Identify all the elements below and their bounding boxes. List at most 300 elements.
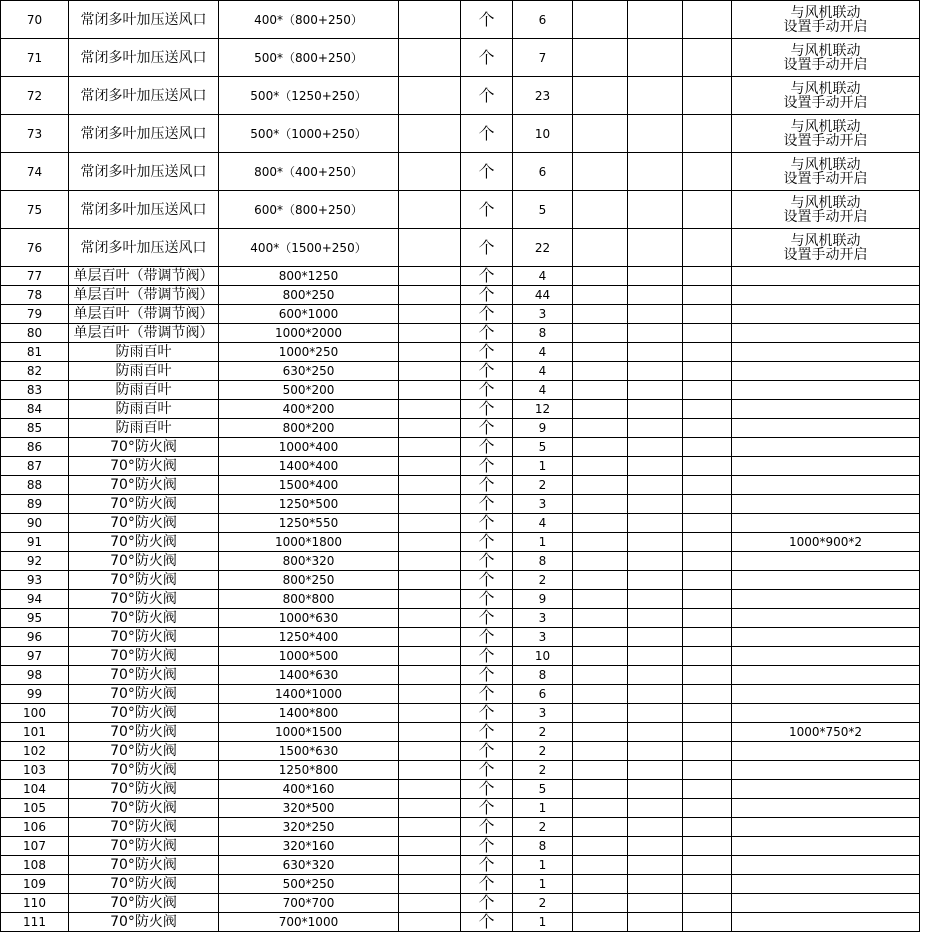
cell-blank[interactable] [683,818,732,837]
cell-remark[interactable] [732,552,920,571]
cell-spec[interactable]: 1000*2000 [219,324,399,343]
cell-serial-no[interactable]: 105 [1,799,69,818]
cell-remark[interactable] [732,666,920,685]
cell-blank[interactable] [399,723,461,742]
cell-serial-no[interactable]: 80 [1,324,69,343]
cell-unit[interactable]: 个 [461,286,513,305]
cell-spec[interactable]: 500*（1250+250） [219,77,399,115]
cell-blank[interactable] [683,419,732,438]
cell-item-name[interactable]: 70°防火阀 [69,723,219,742]
cell-item-name[interactable]: 防雨百叶 [69,381,219,400]
cell-quantity[interactable]: 10 [513,115,573,153]
cell-blank[interactable] [573,438,628,457]
cell-unit[interactable]: 个 [461,913,513,932]
cell-blank[interactable] [628,723,683,742]
cell-unit[interactable]: 个 [461,438,513,457]
cell-quantity[interactable]: 44 [513,286,573,305]
cell-quantity[interactable]: 3 [513,704,573,723]
cell-blank[interactable] [683,875,732,894]
cell-blank[interactable] [683,837,732,856]
cell-remark[interactable] [732,286,920,305]
cell-quantity[interactable]: 10 [513,647,573,666]
cell-blank[interactable] [399,362,461,381]
cell-spec[interactable]: 500*（1000+250） [219,115,399,153]
cell-blank[interactable] [573,476,628,495]
cell-item-name[interactable]: 70°防火阀 [69,875,219,894]
cell-serial-no[interactable]: 109 [1,875,69,894]
cell-blank[interactable] [683,647,732,666]
cell-unit[interactable]: 个 [461,305,513,324]
cell-blank[interactable] [573,381,628,400]
cell-item-name[interactable]: 70°防火阀 [69,666,219,685]
cell-blank[interactable] [683,628,732,647]
cell-blank[interactable] [683,286,732,305]
cell-serial-no[interactable]: 89 [1,495,69,514]
cell-unit[interactable]: 个 [461,590,513,609]
cell-quantity[interactable]: 3 [513,495,573,514]
cell-blank[interactable] [628,77,683,115]
cell-blank[interactable] [399,324,461,343]
cell-unit[interactable]: 个 [461,628,513,647]
cell-remark[interactable] [732,438,920,457]
cell-unit[interactable]: 个 [461,723,513,742]
cell-blank[interactable] [628,761,683,780]
cell-blank[interactable] [683,191,732,229]
cell-serial-no[interactable]: 77 [1,267,69,286]
cell-quantity[interactable]: 12 [513,400,573,419]
cell-blank[interactable] [399,229,461,267]
cell-unit[interactable]: 个 [461,742,513,761]
cell-blank[interactable] [628,837,683,856]
cell-blank[interactable] [399,666,461,685]
cell-item-name[interactable]: 常闭多叶加压送风口 [69,191,219,229]
cell-serial-no[interactable]: 96 [1,628,69,647]
cell-blank[interactable] [683,267,732,286]
cell-serial-no[interactable]: 76 [1,229,69,267]
cell-item-name[interactable]: 防雨百叶 [69,400,219,419]
cell-spec[interactable]: 1000*1500 [219,723,399,742]
cell-spec[interactable]: 1000*250 [219,343,399,362]
cell-item-name[interactable]: 常闭多叶加压送风口 [69,1,219,39]
cell-blank[interactable] [573,39,628,77]
cell-blank[interactable] [573,856,628,875]
cell-blank[interactable] [628,818,683,837]
cell-blank[interactable] [573,666,628,685]
cell-remark[interactable] [732,343,920,362]
cell-unit[interactable]: 个 [461,514,513,533]
cell-blank[interactable] [399,837,461,856]
cell-unit[interactable]: 个 [461,856,513,875]
cell-blank[interactable] [573,761,628,780]
cell-blank[interactable] [628,780,683,799]
cell-blank[interactable] [628,400,683,419]
cell-blank[interactable] [573,647,628,666]
cell-item-name[interactable]: 70°防火阀 [69,590,219,609]
cell-unit[interactable]: 个 [461,704,513,723]
cell-remark[interactable] [732,324,920,343]
cell-quantity[interactable]: 9 [513,590,573,609]
cell-blank[interactable] [399,780,461,799]
cell-spec[interactable]: 800*1250 [219,267,399,286]
cell-blank[interactable] [683,533,732,552]
cell-blank[interactable] [399,514,461,533]
cell-blank[interactable] [573,552,628,571]
cell-blank[interactable] [573,457,628,476]
cell-remark[interactable] [732,400,920,419]
cell-item-name[interactable]: 70°防火阀 [69,438,219,457]
cell-item-name[interactable]: 70°防火阀 [69,514,219,533]
cell-blank[interactable] [573,153,628,191]
cell-item-name[interactable]: 70°防火阀 [69,837,219,856]
cell-remark[interactable] [732,818,920,837]
cell-blank[interactable] [573,571,628,590]
cell-remark[interactable] [732,419,920,438]
cell-quantity[interactable]: 2 [513,818,573,837]
cell-spec[interactable]: 1400*400 [219,457,399,476]
cell-unit[interactable]: 个 [461,837,513,856]
cell-blank[interactable] [399,818,461,837]
cell-unit[interactable]: 个 [461,457,513,476]
cell-blank[interactable] [399,39,461,77]
cell-serial-no[interactable]: 101 [1,723,69,742]
cell-item-name[interactable]: 70°防火阀 [69,761,219,780]
cell-blank[interactable] [683,742,732,761]
cell-blank[interactable] [573,609,628,628]
cell-quantity[interactable]: 6 [513,685,573,704]
cell-remark[interactable] [732,115,920,153]
cell-item-name[interactable]: 防雨百叶 [69,343,219,362]
cell-item-name[interactable]: 70°防火阀 [69,818,219,837]
cell-spec[interactable]: 800*200 [219,419,399,438]
cell-unit[interactable]: 个 [461,419,513,438]
cell-blank[interactable] [399,704,461,723]
cell-spec[interactable]: 1400*630 [219,666,399,685]
cell-item-name[interactable]: 防雨百叶 [69,419,219,438]
cell-spec[interactable]: 800*320 [219,552,399,571]
cell-blank[interactable] [628,647,683,666]
cell-quantity[interactable]: 5 [513,191,573,229]
cell-blank[interactable] [683,39,732,77]
cell-serial-no[interactable]: 100 [1,704,69,723]
cell-quantity[interactable]: 2 [513,761,573,780]
cell-quantity[interactable]: 8 [513,837,573,856]
cell-item-name[interactable]: 单层百叶（带调节阀） [69,267,219,286]
cell-blank[interactable] [399,153,461,191]
cell-spec[interactable]: 800*250 [219,286,399,305]
cell-blank[interactable] [683,761,732,780]
cell-blank[interactable] [628,39,683,77]
cell-item-name[interactable]: 防雨百叶 [69,362,219,381]
cell-blank[interactable] [573,419,628,438]
cell-spec[interactable]: 1400*1000 [219,685,399,704]
cell-blank[interactable] [683,913,732,932]
cell-quantity[interactable]: 6 [513,153,573,191]
cell-serial-no[interactable]: 82 [1,362,69,381]
cell-blank[interactable] [573,685,628,704]
cell-blank[interactable] [683,666,732,685]
cell-blank[interactable] [399,495,461,514]
cell-remark[interactable] [732,837,920,856]
cell-item-name[interactable]: 70°防火阀 [69,476,219,495]
cell-blank[interactable] [628,457,683,476]
cell-blank[interactable] [399,742,461,761]
cell-blank[interactable] [399,552,461,571]
cell-blank[interactable] [628,799,683,818]
cell-serial-no[interactable]: 72 [1,77,69,115]
cell-serial-no[interactable]: 111 [1,913,69,932]
cell-quantity[interactable]: 3 [513,305,573,324]
cell-blank[interactable] [628,153,683,191]
cell-blank[interactable] [628,381,683,400]
cell-quantity[interactable]: 2 [513,476,573,495]
cell-blank[interactable] [628,685,683,704]
cell-unit[interactable]: 个 [461,818,513,837]
cell-item-name[interactable]: 70°防火阀 [69,571,219,590]
cell-blank[interactable] [573,913,628,932]
cell-blank[interactable] [399,115,461,153]
cell-unit[interactable]: 个 [461,229,513,267]
cell-blank[interactable] [573,495,628,514]
cell-blank[interactable] [399,761,461,780]
cell-quantity[interactable]: 22 [513,229,573,267]
cell-blank[interactable] [399,400,461,419]
cell-blank[interactable] [628,571,683,590]
cell-serial-no[interactable]: 90 [1,514,69,533]
cell-blank[interactable] [683,362,732,381]
cell-item-name[interactable]: 70°防火阀 [69,780,219,799]
cell-remark[interactable] [732,39,920,77]
cell-serial-no[interactable]: 103 [1,761,69,780]
cell-blank[interactable] [573,286,628,305]
cell-spec[interactable]: 320*160 [219,837,399,856]
cell-serial-no[interactable]: 71 [1,39,69,77]
cell-blank[interactable] [628,894,683,913]
cell-serial-no[interactable]: 87 [1,457,69,476]
cell-item-name[interactable]: 70°防火阀 [69,609,219,628]
cell-blank[interactable] [573,115,628,153]
cell-quantity[interactable]: 3 [513,628,573,647]
cell-serial-no[interactable]: 78 [1,286,69,305]
cell-blank[interactable] [683,552,732,571]
cell-quantity[interactable]: 5 [513,438,573,457]
cell-remark[interactable] [732,77,920,115]
cell-spec[interactable]: 1250*550 [219,514,399,533]
cell-blank[interactable] [683,324,732,343]
cell-blank[interactable] [628,856,683,875]
cell-unit[interactable]: 个 [461,533,513,552]
cell-blank[interactable] [399,381,461,400]
cell-blank[interactable] [399,286,461,305]
cell-blank[interactable] [399,267,461,286]
cell-remark[interactable] [732,229,920,267]
cell-remark[interactable] [732,571,920,590]
cell-item-name[interactable]: 70°防火阀 [69,647,219,666]
cell-unit[interactable]: 个 [461,191,513,229]
cell-remark[interactable] [732,533,920,552]
cell-blank[interactable] [628,1,683,39]
cell-blank[interactable] [683,115,732,153]
cell-blank[interactable] [683,438,732,457]
cell-blank[interactable] [683,856,732,875]
cell-item-name[interactable]: 常闭多叶加压送风口 [69,39,219,77]
cell-blank[interactable] [683,685,732,704]
cell-serial-no[interactable]: 88 [1,476,69,495]
cell-blank[interactable] [628,343,683,362]
cell-remark[interactable] [732,476,920,495]
cell-blank[interactable] [683,1,732,39]
cell-spec[interactable]: 400*160 [219,780,399,799]
cell-blank[interactable] [628,590,683,609]
cell-serial-no[interactable]: 98 [1,666,69,685]
cell-blank[interactable] [573,799,628,818]
cell-blank[interactable] [683,799,732,818]
cell-quantity[interactable]: 4 [513,267,573,286]
cell-serial-no[interactable]: 81 [1,343,69,362]
cell-quantity[interactable]: 2 [513,894,573,913]
cell-item-name[interactable]: 70°防火阀 [69,742,219,761]
cell-blank[interactable] [573,305,628,324]
cell-unit[interactable]: 个 [461,799,513,818]
cell-blank[interactable] [628,742,683,761]
cell-remark[interactable] [732,362,920,381]
cell-serial-no[interactable]: 102 [1,742,69,761]
cell-serial-no[interactable]: 106 [1,818,69,837]
cell-blank[interactable] [399,894,461,913]
cell-spec[interactable]: 500*250 [219,875,399,894]
cell-unit[interactable]: 个 [461,1,513,39]
cell-serial-no[interactable]: 84 [1,400,69,419]
cell-unit[interactable]: 个 [461,39,513,77]
cell-blank[interactable] [683,723,732,742]
cell-item-name[interactable]: 70°防火阀 [69,685,219,704]
cell-item-name[interactable]: 70°防火阀 [69,799,219,818]
cell-serial-no[interactable]: 70 [1,1,69,39]
cell-quantity[interactable]: 1 [513,457,573,476]
cell-spec[interactable]: 1400*800 [219,704,399,723]
cell-quantity[interactable]: 1 [513,913,573,932]
cell-spec[interactable]: 320*500 [219,799,399,818]
cell-serial-no[interactable]: 86 [1,438,69,457]
cell-quantity[interactable]: 8 [513,666,573,685]
cell-serial-no[interactable]: 99 [1,685,69,704]
cell-item-name[interactable]: 70°防火阀 [69,913,219,932]
cell-blank[interactable] [573,400,628,419]
cell-item-name[interactable]: 常闭多叶加压送风口 [69,153,219,191]
cell-remark[interactable] [732,685,920,704]
cell-unit[interactable]: 个 [461,647,513,666]
cell-unit[interactable]: 个 [461,666,513,685]
cell-blank[interactable] [573,704,628,723]
cell-serial-no[interactable]: 107 [1,837,69,856]
cell-blank[interactable] [399,628,461,647]
cell-blank[interactable] [683,495,732,514]
cell-blank[interactable] [573,77,628,115]
cell-blank[interactable] [683,514,732,533]
cell-unit[interactable]: 个 [461,476,513,495]
cell-spec[interactable]: 700*700 [219,894,399,913]
cell-unit[interactable]: 个 [461,153,513,191]
cell-blank[interactable] [399,875,461,894]
cell-spec[interactable]: 1250*500 [219,495,399,514]
cell-quantity[interactable]: 4 [513,514,573,533]
cell-blank[interactable] [399,856,461,875]
cell-blank[interactable] [683,77,732,115]
cell-serial-no[interactable]: 108 [1,856,69,875]
cell-blank[interactable] [628,476,683,495]
cell-item-name[interactable]: 70°防火阀 [69,856,219,875]
cell-blank[interactable] [683,894,732,913]
cell-blank[interactable] [573,723,628,742]
cell-serial-no[interactable]: 97 [1,647,69,666]
cell-spec[interactable]: 1000*400 [219,438,399,457]
cell-remark[interactable] [732,191,920,229]
cell-serial-no[interactable]: 104 [1,780,69,799]
cell-serial-no[interactable]: 91 [1,533,69,552]
cell-serial-no[interactable]: 79 [1,305,69,324]
cell-blank[interactable] [628,495,683,514]
cell-blank[interactable] [573,514,628,533]
cell-serial-no[interactable]: 75 [1,191,69,229]
cell-blank[interactable] [573,191,628,229]
cell-blank[interactable] [573,875,628,894]
cell-unit[interactable]: 个 [461,400,513,419]
cell-serial-no[interactable]: 83 [1,381,69,400]
cell-item-name[interactable]: 单层百叶（带调节阀） [69,286,219,305]
cell-blank[interactable] [573,229,628,267]
cell-blank[interactable] [628,438,683,457]
cell-quantity[interactable]: 1 [513,799,573,818]
cell-blank[interactable] [573,894,628,913]
cell-blank[interactable] [399,457,461,476]
cell-unit[interactable]: 个 [461,685,513,704]
cell-quantity[interactable]: 4 [513,343,573,362]
cell-serial-no[interactable]: 93 [1,571,69,590]
cell-quantity[interactable]: 2 [513,571,573,590]
cell-remark[interactable] [732,704,920,723]
cell-spec[interactable]: 320*250 [219,818,399,837]
cell-serial-no[interactable]: 92 [1,552,69,571]
cell-unit[interactable]: 个 [461,343,513,362]
cell-unit[interactable]: 个 [461,761,513,780]
cell-blank[interactable] [399,343,461,362]
cell-blank[interactable] [683,476,732,495]
cell-remark[interactable] [732,628,920,647]
cell-blank[interactable] [573,818,628,837]
cell-item-name[interactable]: 70°防火阀 [69,495,219,514]
cell-quantity[interactable]: 5 [513,780,573,799]
cell-blank[interactable] [573,780,628,799]
cell-blank[interactable] [683,305,732,324]
cell-blank[interactable] [683,457,732,476]
cell-blank[interactable] [683,609,732,628]
cell-blank[interactable] [573,324,628,343]
cell-quantity[interactable]: 1 [513,533,573,552]
cell-quantity[interactable]: 6 [513,1,573,39]
cell-remark[interactable] [732,647,920,666]
cell-blank[interactable] [399,476,461,495]
cell-remark[interactable] [732,875,920,894]
cell-spec[interactable]: 630*250 [219,362,399,381]
cell-spec[interactable]: 600*（800+250） [219,191,399,229]
cell-item-name[interactable]: 70°防火阀 [69,457,219,476]
cell-spec[interactable]: 800*250 [219,571,399,590]
cell-unit[interactable]: 个 [461,381,513,400]
cell-spec[interactable]: 1000*1800 [219,533,399,552]
cell-remark[interactable] [732,799,920,818]
cell-serial-no[interactable]: 85 [1,419,69,438]
cell-serial-no[interactable]: 94 [1,590,69,609]
cell-unit[interactable]: 个 [461,267,513,286]
